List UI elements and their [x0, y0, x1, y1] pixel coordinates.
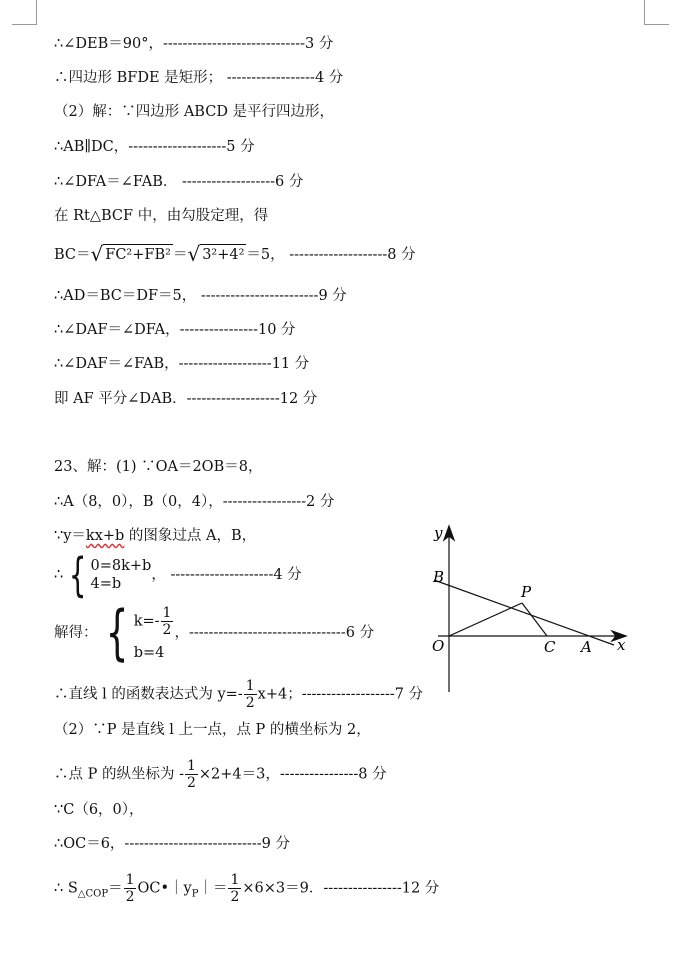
numerator: 1: [125, 872, 135, 888]
solution-line-8: ∴AD＝BC＝DF＝5， ------------------------9 分: [54, 288, 347, 304]
solution-system: [54, 598, 375, 668]
equation-system-line: [54, 548, 302, 602]
b-value: b=4: [133, 644, 165, 661]
solution-line-14: [54, 526, 256, 546]
text-fragment: ×6×3＝9．----------------12 分: [242, 880, 440, 897]
numerator: 1: [230, 872, 240, 888]
solution-line-1: ∴∠DEB＝90°，-----------------------------3 分: [54, 36, 334, 52]
sqrt-sign-2: √: [187, 242, 201, 266]
text-fragment: ｜＝: [198, 880, 228, 897]
fraction: [244, 678, 257, 711]
equation-system: [54, 548, 302, 602]
solution-line-20: ∵C（6，0），: [54, 802, 144, 818]
k-value: [134, 605, 175, 638]
sqrt-sign-1: √: [90, 242, 104, 266]
kx-b-expression: kx+b: [85, 528, 125, 544]
coordinate-figure: [420, 520, 640, 695]
solve-label: 解得：: [54, 625, 98, 641]
point-b-label: B: [433, 568, 445, 586]
equation-2: 4=b: [90, 576, 122, 592]
k-prefix: k=-: [133, 613, 160, 629]
solution-line-11: 即 AF 平分∠DAB．-------------------12 分: [54, 391, 318, 407]
text-fragment: ∴点 P 的纵坐标为 -: [54, 766, 184, 783]
subscript: △COP: [77, 888, 109, 900]
page-corner-mark-left: [12, 0, 37, 25]
denominator: 2: [230, 889, 240, 905]
problem-23-heading: 23、解：(1) ∵OA＝2OB＝8，: [54, 459, 263, 475]
solution-line-17: [54, 678, 423, 711]
solution-line-10: ∴∠DAF＝∠FAB，-------------------11 分: [54, 356, 310, 372]
solution-line-3: （2）解：∵四边形 ABCD 是平行四边形，: [54, 104, 335, 120]
numerator: 1: [245, 678, 255, 694]
segment-op: [449, 603, 522, 636]
fraction: [124, 872, 137, 905]
numerator: 1: [186, 758, 196, 774]
brace-symbol: {: [69, 548, 87, 602]
text-fragment: ∵y＝: [54, 528, 86, 544]
solution-line-13: ∴A（8，0），B（0，4），-----------------2 分: [54, 494, 335, 510]
system-equations: [91, 557, 152, 593]
bc-label: BC＝: [54, 247, 91, 263]
therefore-symbol: ∴: [54, 567, 64, 583]
sqrt-radicand-1: FC²+FB²: [103, 244, 173, 265]
solution-line-6: 在 Rt△BCF 中，由勾股定理，得: [54, 208, 269, 224]
brace-symbol: {: [105, 598, 129, 668]
solution-line-4: ∴AB∥DC，--------------------5 分: [54, 139, 255, 155]
denominator: 2: [186, 775, 196, 791]
bc-result: ＝5， --------------------8 分: [246, 247, 416, 263]
text-fragment: ＝: [108, 880, 123, 897]
system-solutions: [134, 605, 175, 662]
sqrt-radicand-2: 3²+4²: [200, 244, 246, 265]
solution-line-5: ∴∠DFA＝∠FAB． -------------------6 分: [54, 174, 304, 190]
score-marker-6: ，--------------------------------6 分: [174, 625, 375, 641]
solution-line-22: [54, 872, 439, 905]
denominator: 2: [162, 621, 172, 638]
page-corner-mark-right: [644, 0, 669, 25]
point-c-label: C: [544, 638, 556, 656]
score-marker-4: ， ---------------------4 分: [151, 567, 302, 583]
y-label: y: [434, 524, 443, 542]
equals-sign: ＝: [172, 247, 188, 263]
solution-line-2: ∴四边形 BFDE 是矩形； ------------------4 分: [54, 70, 344, 86]
fraction: [228, 872, 241, 905]
fraction: [161, 605, 174, 638]
text-fragment: 的图象过点 A，B，: [124, 528, 257, 544]
text-fragment: x+4；-------------------7 分: [257, 686, 424, 703]
denominator: 2: [125, 889, 135, 905]
solution-line-19: [54, 758, 387, 791]
x-label: x: [617, 636, 626, 654]
point-p-label: P: [521, 583, 532, 601]
point-a-label: A: [581, 638, 592, 656]
text-fragment: OC•｜y: [137, 880, 192, 897]
text-fragment: ∴直线 l 的函数表达式为 y=-: [54, 686, 243, 703]
equation-1: 0=8k+b: [90, 558, 152, 574]
text-fragment: ×2+4＝3，----------------8 分: [198, 766, 387, 783]
solution-line-18: （2）∵P 是直线 l 上一点，点 P 的横坐标为 2，: [54, 722, 371, 738]
numerator: 1: [162, 604, 172, 621]
denominator: 2: [245, 695, 255, 711]
solution-line-9: ∴∠DAF＝∠DFA，----------------10 分: [54, 322, 296, 338]
solution-result-line: [54, 598, 375, 668]
solution-line-7: [54, 244, 416, 265]
origin-label: O: [432, 637, 445, 655]
subscript: P: [191, 888, 199, 900]
fraction: [185, 758, 198, 791]
text-fragment: ∴ S: [54, 880, 78, 897]
solution-line-21: ∴OC＝6，----------------------------9 分: [54, 836, 290, 852]
